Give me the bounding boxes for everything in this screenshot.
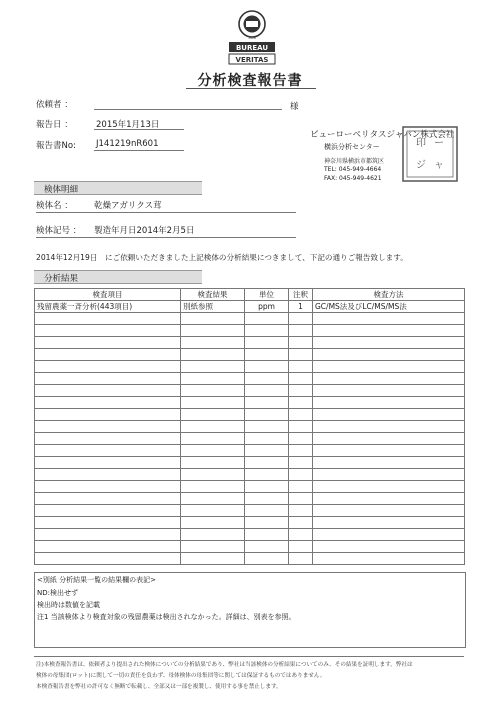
empty-table-row [35,529,465,541]
empty-cell [35,481,181,493]
empty-table-row [35,313,465,325]
empty-cell [181,493,245,505]
empty-cell [181,385,245,397]
empty-cell [289,505,313,517]
empty-table-row [35,493,465,505]
intro-text: 2014年12月19日 にご依頼いただきました上記検体の分析結果につきまして、下記の通りご報告致します。 [36,253,408,262]
title-underline [186,88,316,89]
empty-cell [181,505,245,517]
svg-text:ジ: ジ [416,160,426,171]
empty-cell [313,313,465,325]
table-header-row [35,289,465,301]
empty-cell [35,313,181,325]
empty-cell [289,349,313,361]
empty-cell [245,445,289,457]
empty-cell [313,541,465,553]
empty-cell [289,445,313,457]
empty-table-row [35,517,465,529]
empty-cell [35,337,181,349]
footer-disclaimer [34,656,464,703]
empty-cell [245,421,289,433]
requester-suffix: 様 [290,102,299,112]
empty-cell [245,349,289,361]
svg-text:ャ: ャ [434,160,444,171]
footer-line: 注)本検査報告書は、依頼者より提出された検体についての分析結果であり、弊社は当該検体の分析結果についてのみ、その結果を証明します。弊社は [36,662,413,668]
empty-cell [181,433,245,445]
empty-cell [313,517,465,529]
report-no-label: 報告書No: [36,141,76,151]
empty-cell [181,361,245,373]
issuer-branch: 横浜分析センター [324,143,380,151]
empty-cell [289,481,313,493]
notes-line: 検出時は数値を記載 [37,601,100,609]
empty-cell [313,433,465,445]
empty-cell [35,409,181,421]
empty-cell [289,493,313,505]
empty-cell [245,457,289,469]
document-title: 分析検査報告書 [197,73,303,89]
empty-cell [289,397,313,409]
empty-table-row [35,541,465,553]
cell-result: 別紙参照 [181,301,245,313]
empty-cell [35,361,181,373]
report-date-label: 報告日 ： [36,120,73,130]
empty-cell [181,529,245,541]
requester-label: 依頼者 ： [36,100,73,110]
empty-cell [245,505,289,517]
empty-cell [313,445,465,457]
empty-cell [35,505,181,517]
cell-test-item: 残留農薬一斉分析(443項目) [35,301,181,313]
empty-cell [181,457,245,469]
empty-cell [35,553,181,565]
empty-cell [245,433,289,445]
header-result: 検査結果 [181,289,245,301]
empty-cell [289,517,313,529]
specimen-note-line [36,237,296,238]
empty-table-row [35,433,465,445]
empty-cell [289,385,313,397]
empty-cell [313,361,465,373]
empty-table-row [35,325,465,337]
empty-table-row [35,553,465,565]
cell-method: GC/MS法及びLC/MS/MS法 [313,301,465,313]
empty-table-row [35,505,465,517]
empty-cell [313,349,465,361]
empty-table-row [35,409,465,421]
empty-cell [289,421,313,433]
empty-table-row [35,469,465,481]
empty-cell [289,361,313,373]
empty-cell [35,433,181,445]
empty-table-row [35,361,465,373]
empty-cell [245,541,289,553]
report-no-line [94,150,184,151]
empty-cell [289,373,313,385]
report-date-value: 2015年1月13日 [96,120,160,130]
empty-cell [181,541,245,553]
empty-table-row [35,397,465,409]
empty-cell [35,493,181,505]
svg-text:VERITAS: VERITAS [235,56,269,64]
empty-cell [35,349,181,361]
empty-cell [181,445,245,457]
empty-cell [181,325,245,337]
issuer-address: 神奈川県横浜市都筑区 [324,158,385,165]
empty-table-row [35,349,465,361]
empty-cell [35,397,181,409]
cell-unit: ppm [245,301,289,313]
empty-cell [245,469,289,481]
notes-box [34,572,466,648]
svg-text:1828: 1828 [248,36,256,40]
results-table [34,288,465,565]
empty-cell [245,517,289,529]
empty-cell [181,397,245,409]
empty-cell [313,469,465,481]
company-seal-stamp [400,124,460,184]
specimen-note-label: 検体記号 ： [36,226,82,236]
empty-cell [245,337,289,349]
header-unit: 単位 [245,289,289,301]
empty-table-row [35,421,465,433]
empty-cell [289,325,313,337]
specimen-name-label: 検体名 ： [36,201,73,211]
empty-cell [181,469,245,481]
empty-cell [289,541,313,553]
empty-table-row [35,385,465,397]
empty-table-row [35,481,465,493]
header-note: 注釈 [289,289,313,301]
empty-cell [181,337,245,349]
empty-cell [245,325,289,337]
report-no-value: J141219nR601 [96,139,159,149]
empty-cell [245,397,289,409]
empty-cell [245,385,289,397]
empty-cell [289,313,313,325]
bureau-veritas-logo [226,8,278,66]
empty-cell [313,337,465,349]
empty-cell [245,409,289,421]
empty-cell [35,325,181,337]
empty-cell [289,553,313,565]
empty-cell [181,373,245,385]
empty-table-row [35,337,465,349]
empty-cell [181,517,245,529]
empty-table-row [35,457,465,469]
empty-cell [35,457,181,469]
report-date-line [94,129,184,130]
header-method: 検査方法 [313,289,465,301]
empty-cell [289,433,313,445]
empty-cell [313,385,465,397]
empty-cell [245,529,289,541]
empty-cell [289,469,313,481]
empty-cell [181,349,245,361]
specimen-section-header: 検体明細 [34,181,202,195]
empty-cell [181,409,245,421]
empty-cell [313,373,465,385]
empty-cell [35,541,181,553]
empty-cell [35,469,181,481]
notes-line: 注1 当該検体より検査対象の残留農薬は検出されなかった。詳細は、別表を参照。 [37,613,296,621]
empty-cell [313,421,465,433]
svg-text:印: 印 [416,138,426,149]
empty-cell [35,445,181,457]
empty-cell [289,409,313,421]
results-section-header: 分析結果 [34,270,202,284]
empty-cell [181,553,245,565]
footer-line: 本検査報告書を弊社の許可なく無断で転載し、全部又は一部を複製し、使用する事を禁止します。 [36,684,282,690]
issuer-tel: TEL: 045-949-4664 [324,166,382,173]
specimen-note-value: 製造年月日2014年2月5日 [94,226,195,236]
empty-cell [35,385,181,397]
empty-cell [245,361,289,373]
empty-cell [35,517,181,529]
notes-line: ND:検出せず [37,589,78,597]
empty-cell [313,553,465,565]
empty-cell [313,481,465,493]
header-test-item: 検査項目 [35,289,181,301]
specimen-name-line [36,212,296,213]
empty-cell [35,421,181,433]
empty-cell [181,481,245,493]
empty-cell [245,313,289,325]
empty-cell [245,481,289,493]
empty-table-row [35,373,465,385]
specimen-name-value: 乾燥アガリクス茸 [94,201,162,211]
empty-cell [35,529,181,541]
empty-cell [289,457,313,469]
empty-cell [313,505,465,517]
empty-cell [313,397,465,409]
empty-cell [313,325,465,337]
notes-line: <別紙 分析結果一覧の結果欄の表記> [37,576,156,584]
requester-line [94,109,282,110]
empty-cell [313,457,465,469]
empty-cell [35,373,181,385]
empty-cell [313,529,465,541]
cell-note: 1 [289,301,313,313]
empty-cell [181,421,245,433]
empty-cell [245,373,289,385]
table-row [35,301,465,313]
empty-cell [289,337,313,349]
issuer-fax: FAX: 045-949-4621 [324,175,382,182]
empty-cell [245,493,289,505]
issuer-company: ビューローベリタスジャパン株式会社 [310,130,455,140]
svg-text:ー: ー [434,138,444,149]
footer-line: 検体の母集団(ロット)に関して一切の責任を負わず、母体検体の母集団等に関しては保証するものではありません。 [36,673,326,679]
empty-cell [313,493,465,505]
empty-cell [181,313,245,325]
empty-cell [245,553,289,565]
svg-text:BUREAU: BUREAU [235,44,269,52]
empty-cell [289,529,313,541]
empty-table-row [35,445,465,457]
empty-cell [313,409,465,421]
